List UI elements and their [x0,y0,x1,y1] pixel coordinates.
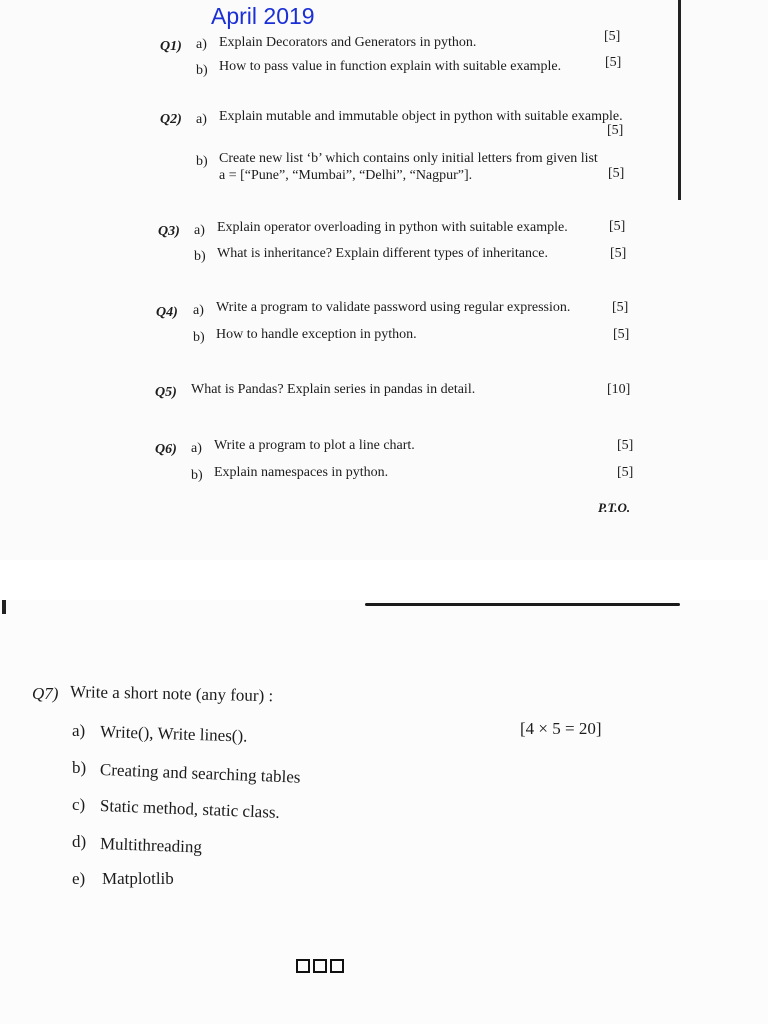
marks: [5] [613,327,630,342]
marks: [5] [607,123,624,138]
list-item-label: a) [72,721,86,740]
handwritten-date-annotation: April 2019 [211,3,315,29]
list-item-text: Creating and searching tables [99,760,301,787]
question-text: Write a program to plot a line chart. [214,438,415,453]
square-icon [330,959,344,973]
part-label: b) [194,249,206,264]
scan-gap [0,560,768,600]
marks: [5] [612,300,629,315]
part-label: b) [196,154,208,169]
list-item-text: Write(), Write lines(). [99,722,248,746]
square-icon [296,959,310,973]
list-item-text: Static method, static class. [99,796,281,822]
scan-mark [2,600,6,614]
part-label: b) [191,468,203,483]
list-item-label: e) [72,869,86,888]
question-text: What is Pandas? Explain series in pandas in detail. [191,382,476,397]
question-text: Explain operator overloading in python with suitable example. [217,220,568,235]
question-text: How to handle exception in python. [216,327,417,342]
question-text: Explain namespaces in python. [214,465,389,480]
question-text: What is inheritance? Explain different types of inheritance. [217,246,548,261]
part-label: a) [196,37,207,52]
page-separator-line [365,603,680,606]
marks: [5] [604,29,621,44]
part-label: a) [196,112,207,127]
question-text: Write a program to validate password using regular expression. [216,300,571,315]
marks: [5] [608,166,625,181]
marks: [5] [617,438,634,453]
question-number: Q3) [158,224,180,239]
page-edge-line [678,0,681,200]
list-item-label: b) [72,758,87,777]
question-number: Q1) [160,39,182,54]
marks: [10] [607,382,631,397]
part-label: a) [194,223,205,238]
list-item-label: d) [72,832,87,851]
question-text: How to pass value in function explain with suitable example. [219,59,562,74]
part-label: a) [193,303,204,318]
question-number: Q6) [155,442,177,457]
please-turn-over: P.T.O. [598,500,631,515]
marks: [5] [610,246,627,261]
marks: [5] [605,55,622,70]
question-text: Explain Decorators and Generators in python. [219,35,477,50]
list-item-text: Multithreading [99,834,203,857]
question-text-line-2: a = [“Pune”, “Mumbai”, “Delhi”, “Nagpur”]. [219,168,473,183]
marks: [4 × 5 = 20] [520,719,602,738]
question-number: Q5) [155,385,177,400]
question-number: Q2) [160,112,182,127]
question-text: Create new list ‘b’ which contains only initial letters from given list [219,151,598,166]
end-of-paper-boxes [296,959,344,973]
part-label: b) [196,63,208,78]
square-icon [313,959,327,973]
marks: [5] [617,465,634,480]
part-label: b) [193,330,205,345]
list-item-text: Matplotlib [102,869,174,888]
list-item-label: c) [72,795,86,814]
question-text: Explain mutable and immutable object in python with suitable example. [219,109,623,124]
question-number: Q4) [156,305,178,320]
marks: [5] [609,219,626,234]
question-title: Write a short note (any four) : [69,682,274,706]
question-number: Q7) [32,684,59,703]
part-label: a) [191,441,202,456]
